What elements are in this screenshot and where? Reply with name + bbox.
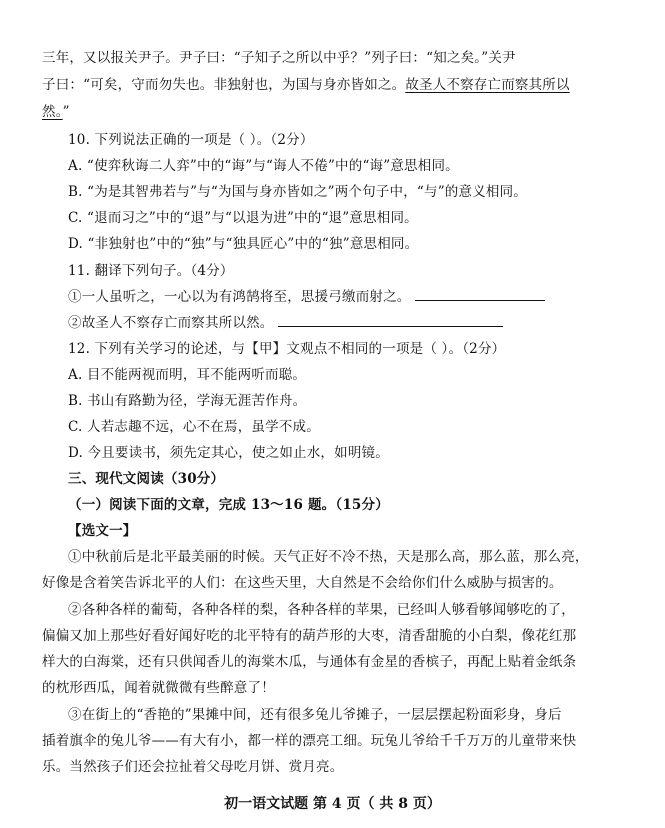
q12-option-a: A. 目不能两视而明，耳不能两听而聪。 [68, 367, 307, 383]
q10-option-b: B. “为是其智弗若与”与“为国与身亦皆如之”两个句子中，“与”的意义相同。 [68, 184, 528, 200]
excerpt-label: 【选文一】 [68, 523, 137, 539]
q10-option-a: A. “使弈秋诲二人弈”中的“诲”与“诲人不倦”中的“诲”意思相同。 [68, 158, 459, 174]
passage-underlined-sentence: 故圣人不察存亡而察其所以 [405, 77, 570, 93]
excerpt-p2-line-4: 的枕形西瓜，闻着就微微有些醉意了！ [42, 680, 275, 696]
q10-option-d: D. “非独射也”中的“独”与“独具匠心”中的“独”意思相同。 [68, 236, 419, 252]
q11-item-2 [68, 313, 503, 333]
excerpt-p3-line-3: 乐。当然孩子们还会拉扯着父母吃月饼、赏月亮。 [42, 759, 344, 775]
q11-answer-line-1[interactable] [415, 288, 545, 301]
excerpt-p2-line-3: 样大的白海棠，还有只供闻香儿的海棠木瓜，与通体有金星的香槟子，再配上贴着金纸条 [42, 654, 577, 670]
excerpt-p2-line-1: ②各种各样的葡萄，各种各样的梨，各种各样的苹果，已经叫人够看够闻够吃的了， [68, 602, 575, 618]
passage-line-1: 三年，又以报关尹子。尹子曰：“子知子之所以中乎？”列子曰：“知之矣。”关尹 [42, 50, 516, 66]
passage-line-2-text: 子曰：“可矣，守而勿失也。非独射也，为国与身亦皆如之。 [42, 77, 406, 93]
section-3-subheading: （一）阅读下面的文章，完成 13～16 题。（15分） [68, 497, 389, 513]
q11-item-1 [68, 287, 545, 307]
q12-option-c: C. 人若志趣不远，心不在焉，虽学不成。 [68, 419, 320, 435]
excerpt-p1-line-2: 好像是含着笑告诉北平的人们：在这些天里，大自然是不会给你们什么威胁与损害的。 [42, 575, 563, 591]
q11-item-1-text: ①一人虽听之，一心以为有鸿鹄将至，思援弓缴而射之。 [68, 289, 411, 305]
q11-stem: 11. 翻译下列句子。（4分） [68, 263, 234, 279]
passage-underlined-end: 然。 [42, 104, 63, 120]
excerpt-p1-line-1: ①中秋前后是北平最美丽的时候。天气正好不冷不热，天是那么高，那么蓝，那么亮， [68, 549, 589, 565]
passage-closing-quote: ” [62, 104, 70, 120]
passage-line-3 [42, 102, 70, 122]
q12-stem: 12. 下列有关学习的论述，与【甲】文观点不相同的一项是（ ）。（2分） [68, 341, 506, 357]
q10-stem: 10. 下列说法正确的一项是（ ）。（2分） [68, 132, 314, 148]
passage-line-2 [42, 75, 570, 95]
section-3-heading: 三、现代文阅读（30分） [68, 471, 225, 487]
q10-option-c: C. “退而习之”中的“退”与“以退为进”中的“退”意思相同。 [68, 210, 418, 226]
q11-item-2-text: ②故圣人不察存亡而察其所以然。 [68, 315, 274, 331]
page-footer: 初一语文试题 第 4 页（ 共 8 页） [224, 796, 441, 812]
excerpt-p3-line-1: ③在街上的“香艳的”果摊中间，还有很多兔儿爷摊子，一层层摆起粉面彩身，身后 [68, 707, 562, 723]
q12-option-d: D. 今且要读书，须先定其心，使之如止水，如明镜。 [68, 445, 389, 461]
excerpt-p2-line-2: 偏偏又加上那些好看好闻好吃的北平特有的葫芦形的大枣，清香甜脆的小白梨，像花红那 [42, 628, 577, 644]
excerpt-p3-line-2: 插着旗伞的兔儿爷——有大有小，都一样的漂亮工细。玩兔儿爷给千千万万的儿童带来快 [42, 733, 577, 749]
q12-option-b: B. 书山有路勤为径，学海无涯苦作舟。 [68, 393, 307, 409]
q11-answer-line-2[interactable] [278, 314, 503, 327]
